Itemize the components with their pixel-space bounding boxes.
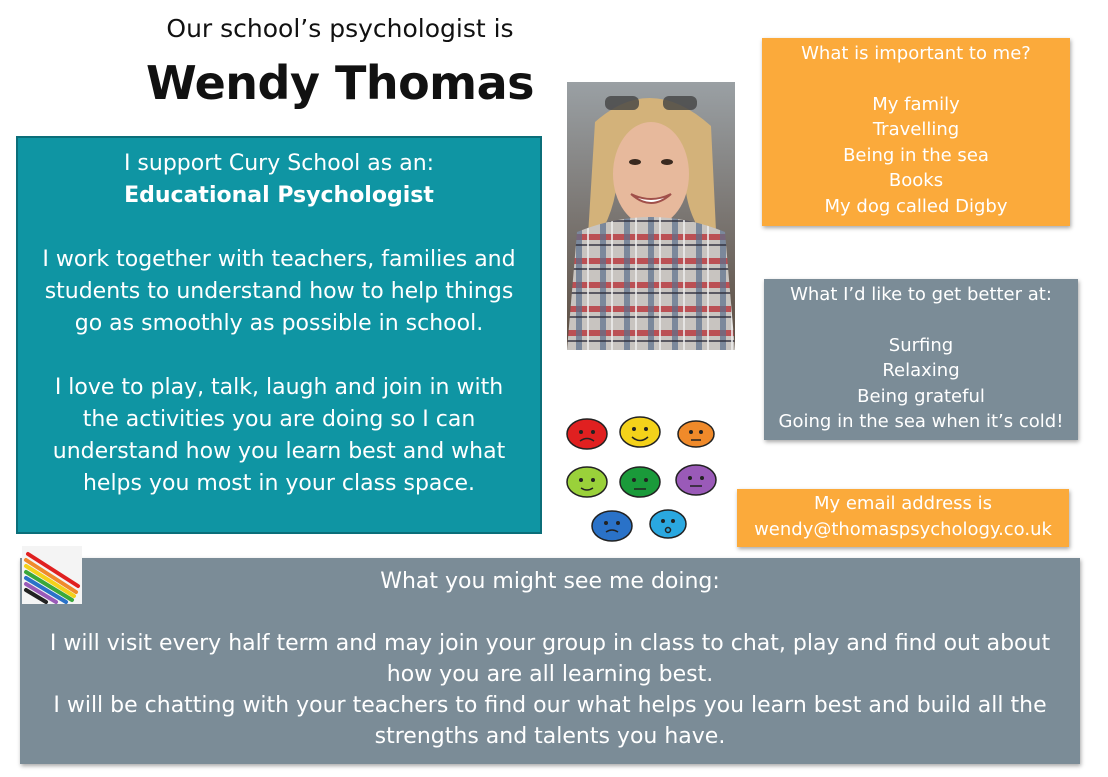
email-address[interactable]: wendy@thomaspsychology.co.uk xyxy=(754,519,1052,540)
pens-illustration xyxy=(22,546,82,604)
intro-line: I support Cury School as an: xyxy=(123,151,435,176)
email-label: My email address is xyxy=(813,493,993,514)
important-card xyxy=(762,38,1070,226)
doing-line: how you are all learning best. xyxy=(386,662,714,687)
doing-heading: What you might see me doing: xyxy=(380,569,720,594)
important-item: Books xyxy=(888,170,944,191)
coloured-pens-icon xyxy=(22,546,82,604)
emotion-faces-illustration xyxy=(562,410,726,542)
photo-illustration xyxy=(567,82,735,350)
important-item: My dog called Digby xyxy=(824,195,1008,217)
emotion-faces-icon xyxy=(562,410,726,542)
page-subtitle: Our school’s psychologist is xyxy=(166,14,514,43)
page-title: Wendy Thomas xyxy=(145,56,535,110)
better-card xyxy=(764,279,1078,440)
better-item: Going in the sea when it’s cold! xyxy=(778,411,1064,432)
better-item: Surfing xyxy=(888,334,954,356)
important-item: Travelling xyxy=(872,119,960,140)
doing-line: strengths and talents you have. xyxy=(374,724,726,749)
intro-para2-line: I love to play, talk, laugh and join in with xyxy=(54,375,504,400)
intro-role: Educational Psychologist xyxy=(124,183,434,208)
better-item: Relaxing xyxy=(882,360,960,381)
intro-para2-line: understand how you learn best and what xyxy=(52,439,506,464)
better-heading: What I’d like to get better at: xyxy=(790,284,1052,305)
doing-line: I will visit every half term and may join your group in class to chat, play and find out about xyxy=(49,631,1051,656)
intro-para1-line: students to understand how to help things xyxy=(44,279,514,304)
important-item: Being in the sea xyxy=(843,144,989,166)
intro-para2-line: helps you most in your class space. xyxy=(82,471,476,496)
intro-para1-line: I work together with teachers, families and xyxy=(42,247,516,272)
intro-para2-line: the activities you are doing so I can xyxy=(82,407,476,432)
doing-card xyxy=(20,558,1080,764)
photo-of-wendy xyxy=(567,82,735,350)
intro-box xyxy=(16,136,542,534)
better-item: Being grateful xyxy=(857,385,985,407)
important-heading: What is important to me? xyxy=(801,43,1031,64)
doing-line: I will be chatting with your teachers to find our what helps you learn best and build all the xyxy=(53,693,1047,718)
important-item: My family xyxy=(872,93,960,115)
email-card xyxy=(737,489,1069,547)
intro-para1-line: go as smoothly as possible in school. xyxy=(74,311,484,336)
